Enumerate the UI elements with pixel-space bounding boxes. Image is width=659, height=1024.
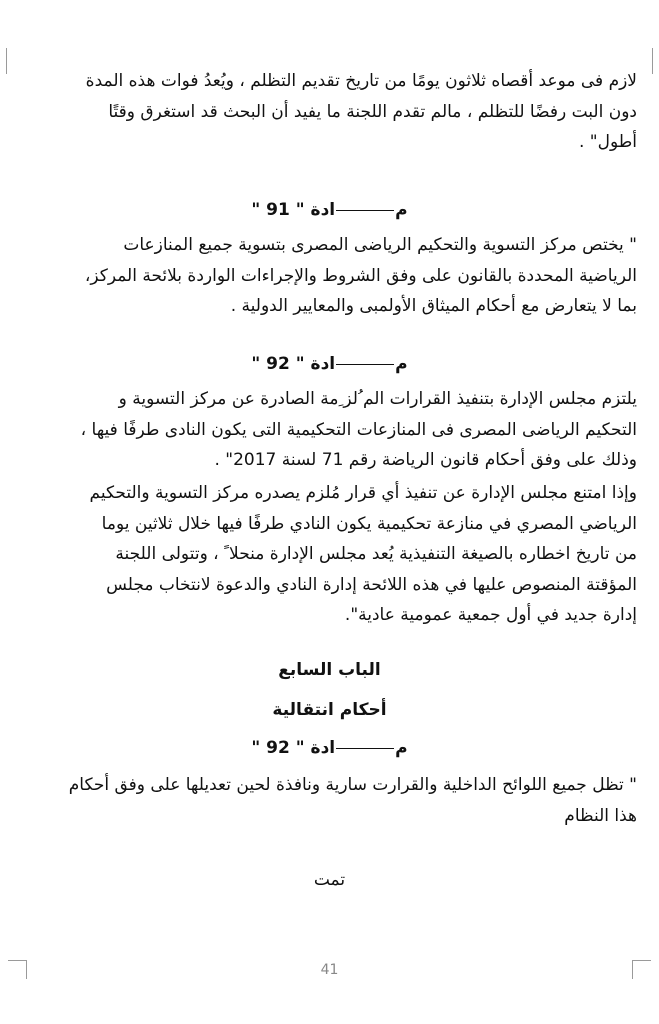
text-line: " تظل جميع اللوائح الداخلية والقرارت سارية ونافذة لحين تعديلها على وفق أحكام: [68, 775, 637, 795]
paragraph-transitional: [22, 770, 637, 831]
text-line: الرياضية المحددة بالقانون على وفق الشروط والإجراءات الواردة بلائحة المركز،: [84, 265, 637, 286]
paragraph-article-92: [22, 384, 637, 476]
text-line: التحكيم الرياضى المصرى فى المنازعات التحكيمية التى يكون النادى طرفًا فيها ،: [80, 419, 637, 440]
article-91-heading: [0, 200, 659, 220]
page-number: 41: [320, 962, 339, 978]
article-prefix: م: [395, 354, 408, 374]
text-line: بما لا يتعارض مع أحكام الميثاق الأولمبى والمعايير الدولية .: [230, 296, 637, 316]
article-prefix: م: [395, 200, 408, 220]
closing-word: تمت: [313, 870, 346, 890]
chapter-subtitle: أحكام انتقالية: [272, 700, 387, 720]
text-line: وإذا امتنع مجلس الإدارة عن تنفيذ أي قرار مُلزم يصدره مركز التسوية والتحكيم: [89, 483, 637, 503]
article-rule: [336, 364, 394, 365]
text-line: " يختص مركز التسوية والتحكيم الرياضى المصرى بتسوية جميع المنازعات: [123, 235, 637, 255]
article-prefix: م: [395, 738, 408, 758]
chapter-title: الباب السابع: [278, 660, 381, 680]
text-line: من تاريخ اخطاره بالصيغة التنفيذية يُعد مجلس الإدارة منحلا ً ، وتتولى اللجنة: [115, 544, 637, 564]
article-92-heading: [0, 354, 659, 374]
article-suffix: ادة " 92 ": [251, 354, 336, 374]
text-line: لازم فى موعد أقصاه ثلاثون يومًا من تاريخ تقديم التظلم ، ويُعدُ فوات هذه المدة: [85, 71, 637, 91]
paragraph-grievance-deadline: [22, 66, 637, 158]
text-line: يلتزم مجلس الإدارة بتنفيذ القرارات الم ُلز ِمة الصادرة عن مركز التسوية و: [118, 389, 637, 409]
article-rule: [336, 210, 394, 211]
article-rule: [336, 748, 394, 749]
text-line: المؤقتة المنصوص عليها في هذه اللائحة إدارة النادي والدعوة لانتخاب مجلس: [106, 574, 637, 595]
text-line: دون البت رفضًا للتظلم ، مالم تقدم اللجنة ما يفيد أن البحث قد استغرق وقتًا: [108, 101, 637, 122]
paragraph-article-91: [22, 230, 637, 322]
article-suffix: ادة " 91 ": [251, 200, 336, 220]
article-suffix: ادة " 92 ": [251, 738, 336, 758]
text-line: إدارة جديد في أول جمعية عمومية عادية".: [344, 605, 637, 625]
text-line: أطول" .: [578, 132, 637, 152]
paragraph-article-92-continued: [22, 478, 637, 631]
text-line: الرياضي المصري في منازعة تحكيمية يكون النادي طرفًا فيها خلال ثلاثين يوما: [101, 513, 637, 534]
text-line: هذا النظام: [564, 805, 637, 826]
text-line: وذلك على وفق أحكام قانون الرياضة رقم 71 لسنة 2017" .: [214, 450, 637, 470]
article-92-transitional-heading: [0, 738, 659, 758]
